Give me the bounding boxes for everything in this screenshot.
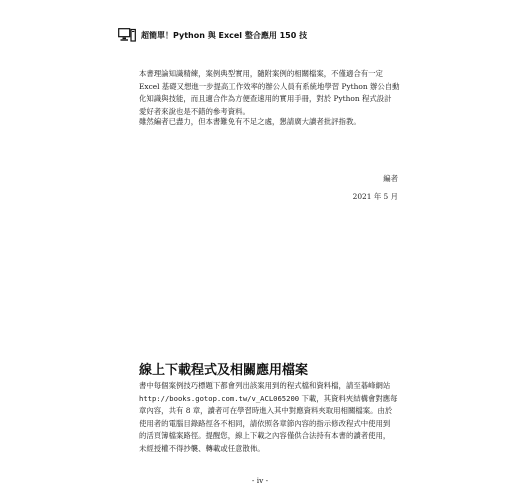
text-fragment: 下載，其資料夾結構會對應每 xyxy=(299,393,398,403)
text-line: 書中每個案例技巧標題下都會列出該案用到的程式檔和資料檔，請至碁峰網站 xyxy=(139,381,391,390)
url-line xyxy=(139,393,399,406)
preface-paragraph-2 xyxy=(139,116,399,129)
text-line: Excel 基礎又想進一步提高工作效率的辦公人員有系統地學習 Python 辦公自動 xyxy=(139,81,400,91)
text-line: 章內容，共有 8 章，讀者可在學習時進入其中對應資料夾取用相關檔案。由於 xyxy=(139,406,393,415)
download-section-body xyxy=(139,380,399,455)
text-line: 未經授權不得抄襲、轉載或任意散佈。 xyxy=(139,443,265,453)
text-line: 使用者的電腦目錄路徑各不相同，請依照各章節內容的指示修改程式中使用到 xyxy=(139,418,391,428)
preface-date: 2021 年 5 月 xyxy=(352,192,398,201)
section-title: 線上下載程式及相關應用檔案 xyxy=(139,363,309,378)
preface-paragraph-1 xyxy=(139,68,399,118)
running-header xyxy=(118,26,418,44)
download-url-link[interactable]: http://books.gotop.com.tw/v_ACL065200 xyxy=(139,393,300,403)
text-line: 化知識與技能，而且適合作為方便查速用的實用手冊，對於 Python 程式設計 xyxy=(139,94,392,103)
signature: 編者 xyxy=(383,174,398,183)
monitor-icon xyxy=(118,28,136,42)
page-number: - iv - xyxy=(251,476,269,485)
text-line: 本書理論知識精練，案例典型實用，隨附案例的相關檔案，不僅適合有一定 xyxy=(139,69,383,78)
text-line: 的活頁簿檔案路徑。提醒您，線上下載之內容僅供合法持有本書的讀者使用， xyxy=(139,431,391,440)
text-line: 雖然編者已盡力，但本書難免有不足之處，懇請廣大讀者批評指教。 xyxy=(139,117,361,126)
book-title: 超簡單！Python 與 Excel 整合應用 150 技 xyxy=(141,30,308,40)
text-line: 愛好者來說也是不錯的參考資料。 xyxy=(139,106,250,116)
